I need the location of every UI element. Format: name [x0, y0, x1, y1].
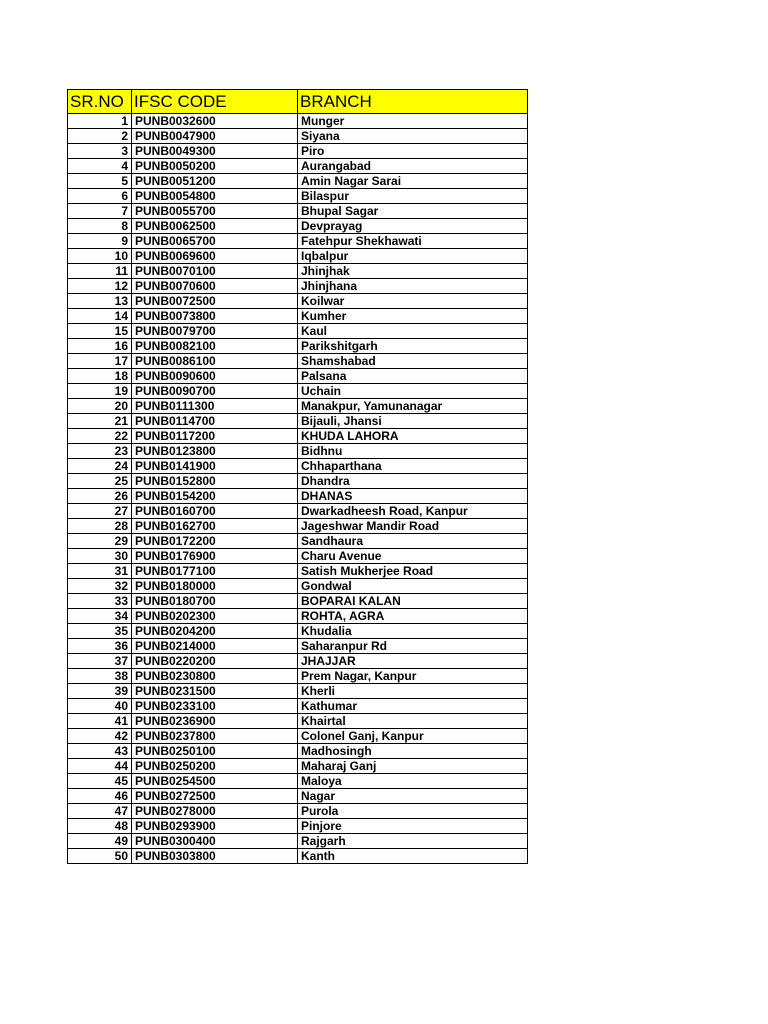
ifsc-code-cell: PUNB0230800 — [132, 669, 298, 684]
branch-cell: Kathumar — [298, 699, 528, 714]
table-row — [68, 174, 528, 189]
branch-cell: Devprayag — [298, 219, 528, 234]
table-row — [68, 819, 528, 834]
table-row — [68, 564, 528, 579]
sr-no-cell: 23 — [68, 444, 132, 459]
ifsc-code-cell: PUNB0072500 — [132, 294, 298, 309]
sr-no-cell: 42 — [68, 729, 132, 744]
ifsc-code-cell: PUNB0111300 — [132, 399, 298, 414]
sr-no-cell: 39 — [68, 684, 132, 699]
sr-no-cell: 49 — [68, 834, 132, 849]
sr-no-cell: 10 — [68, 249, 132, 264]
table-row — [68, 684, 528, 699]
branch-cell: Satish Mukherjee Road — [298, 564, 528, 579]
branch-cell: Bhupal Sagar — [298, 204, 528, 219]
ifsc-code-cell: PUNB0054800 — [132, 189, 298, 204]
table-row — [68, 234, 528, 249]
branch-cell: DHANAS — [298, 489, 528, 504]
table-row — [68, 474, 528, 489]
sr-no-cell: 40 — [68, 699, 132, 714]
table-row — [68, 729, 528, 744]
branch-cell: Aurangabad — [298, 159, 528, 174]
ifsc-code-cell: PUNB0220200 — [132, 654, 298, 669]
branch-cell: JHAJJAR — [298, 654, 528, 669]
sr-no-cell: 17 — [68, 354, 132, 369]
branch-cell: Prem Nagar, Kanpur — [298, 669, 528, 684]
branch-cell: Bilaspur — [298, 189, 528, 204]
sr-no-cell: 33 — [68, 594, 132, 609]
sr-no-cell: 24 — [68, 459, 132, 474]
table-row — [68, 519, 528, 534]
ifsc-code-cell: PUNB0160700 — [132, 504, 298, 519]
table-row — [68, 144, 528, 159]
ifsc-code-cell: PUNB0032600 — [132, 114, 298, 129]
table-row — [68, 624, 528, 639]
branch-cell: Siyana — [298, 129, 528, 144]
sr-no-cell: 9 — [68, 234, 132, 249]
sr-no-cell: 25 — [68, 474, 132, 489]
table-row — [68, 339, 528, 354]
branch-cell: Piro — [298, 144, 528, 159]
table-row — [68, 219, 528, 234]
header-row — [68, 90, 528, 114]
branch-cell: Madhosingh — [298, 744, 528, 759]
table-row — [68, 159, 528, 174]
branch-cell: Kherli — [298, 684, 528, 699]
sr-no-cell: 32 — [68, 579, 132, 594]
table-row — [68, 744, 528, 759]
table-row — [68, 594, 528, 609]
sr-no-cell: 45 — [68, 774, 132, 789]
branch-cell: Pinjore — [298, 819, 528, 834]
header-sr-no: SR.NO — [68, 90, 132, 114]
branch-cell: Dhandra — [298, 474, 528, 489]
sr-no-cell: 47 — [68, 804, 132, 819]
sr-no-cell: 38 — [68, 669, 132, 684]
branch-cell: Colonel Ganj, Kanpur — [298, 729, 528, 744]
table-row — [68, 789, 528, 804]
ifsc-code-cell: PUNB0073800 — [132, 309, 298, 324]
sr-no-cell: 21 — [68, 414, 132, 429]
branch-cell: Dwarkadheesh Road, Kanpur — [298, 504, 528, 519]
sr-no-cell: 41 — [68, 714, 132, 729]
header-branch: BRANCH — [298, 90, 528, 114]
table-row — [68, 609, 528, 624]
branch-cell: KHUDA LAHORA — [298, 429, 528, 444]
sr-no-cell: 27 — [68, 504, 132, 519]
table-row — [68, 414, 528, 429]
branch-cell: Purola — [298, 804, 528, 819]
branch-cell: ROHTA, AGRA — [298, 609, 528, 624]
branch-cell: Jhinjhana — [298, 279, 528, 294]
ifsc-code-cell: PUNB0117200 — [132, 429, 298, 444]
table-row — [68, 189, 528, 204]
ifsc-code-cell: PUNB0172200 — [132, 534, 298, 549]
ifsc-code-cell: PUNB0236900 — [132, 714, 298, 729]
ifsc-code-cell: PUNB0079700 — [132, 324, 298, 339]
ifsc-code-cell: PUNB0233100 — [132, 699, 298, 714]
sr-no-cell: 7 — [68, 204, 132, 219]
table-row — [68, 804, 528, 819]
branch-cell: Maloya — [298, 774, 528, 789]
table-body — [68, 114, 528, 864]
ifsc-code-cell: PUNB0070600 — [132, 279, 298, 294]
ifsc-code-cell: PUNB0050200 — [132, 159, 298, 174]
sr-no-cell: 2 — [68, 129, 132, 144]
sr-no-cell: 35 — [68, 624, 132, 639]
sr-no-cell: 36 — [68, 639, 132, 654]
ifsc-code-cell: PUNB0047900 — [132, 129, 298, 144]
branch-cell: Sandhaura — [298, 534, 528, 549]
branch-cell: Iqbalpur — [298, 249, 528, 264]
sr-no-cell: 18 — [68, 369, 132, 384]
sr-no-cell: 4 — [68, 159, 132, 174]
sr-no-cell: 11 — [68, 264, 132, 279]
ifsc-code-cell: PUNB0152800 — [132, 474, 298, 489]
ifsc-code-cell: PUNB0278000 — [132, 804, 298, 819]
ifsc-code-cell: PUNB0303800 — [132, 849, 298, 864]
table-row — [68, 669, 528, 684]
branch-cell: Palsana — [298, 369, 528, 384]
ifsc-code-cell: PUNB0254500 — [132, 774, 298, 789]
ifsc-code-cell: PUNB0180000 — [132, 579, 298, 594]
branch-cell: BOPARAI KALAN — [298, 594, 528, 609]
table-row — [68, 309, 528, 324]
sr-no-cell: 43 — [68, 744, 132, 759]
ifsc-code-cell: PUNB0141900 — [132, 459, 298, 474]
ifsc-code-cell: PUNB0214000 — [132, 639, 298, 654]
table-row — [68, 639, 528, 654]
table-row — [68, 534, 528, 549]
table-row — [68, 714, 528, 729]
ifsc-code-cell: PUNB0237800 — [132, 729, 298, 744]
sr-no-cell: 3 — [68, 144, 132, 159]
sr-no-cell: 37 — [68, 654, 132, 669]
table-row — [68, 129, 528, 144]
branch-cell: Charu Avenue — [298, 549, 528, 564]
sr-no-cell: 20 — [68, 399, 132, 414]
branch-cell: Maharaj Ganj — [298, 759, 528, 774]
sr-no-cell: 31 — [68, 564, 132, 579]
ifsc-code-cell: PUNB0300400 — [132, 834, 298, 849]
branch-cell: Chhaparthana — [298, 459, 528, 474]
sr-no-cell: 15 — [68, 324, 132, 339]
sr-no-cell: 50 — [68, 849, 132, 864]
table-row — [68, 369, 528, 384]
branch-cell: Fatehpur Shekhawati — [298, 234, 528, 249]
table-row — [68, 354, 528, 369]
ifsc-code-cell: PUNB0162700 — [132, 519, 298, 534]
table-row — [68, 579, 528, 594]
ifsc-code-cell: PUNB0070100 — [132, 264, 298, 279]
table-row — [68, 264, 528, 279]
table-row — [68, 459, 528, 474]
branch-cell: Amin Nagar Sarai — [298, 174, 528, 189]
ifsc-code-cell: PUNB0065700 — [132, 234, 298, 249]
ifsc-code-cell: PUNB0049300 — [132, 144, 298, 159]
branch-cell: Jhinjhak — [298, 264, 528, 279]
table-row — [68, 759, 528, 774]
branch-cell: Kanth — [298, 849, 528, 864]
branch-cell: Khairtal — [298, 714, 528, 729]
ifsc-code-cell: PUNB0231500 — [132, 684, 298, 699]
table-row — [68, 654, 528, 669]
ifsc-code-cell: PUNB0051200 — [132, 174, 298, 189]
ifsc-code-cell: PUNB0082100 — [132, 339, 298, 354]
sr-no-cell: 5 — [68, 174, 132, 189]
table-row — [68, 489, 528, 504]
ifsc-code-cell: PUNB0202300 — [132, 609, 298, 624]
ifsc-code-cell: PUNB0090700 — [132, 384, 298, 399]
table-row — [68, 279, 528, 294]
branch-cell: Gondwal — [298, 579, 528, 594]
branch-cell: Koilwar — [298, 294, 528, 309]
table-header — [68, 90, 528, 114]
ifsc-code-cell: PUNB0177100 — [132, 564, 298, 579]
ifsc-code-cell: PUNB0180700 — [132, 594, 298, 609]
ifsc-branch-table — [67, 89, 528, 864]
table-row — [68, 204, 528, 219]
header-ifsc-code: IFSC CODE — [132, 90, 298, 114]
sr-no-cell: 26 — [68, 489, 132, 504]
sr-no-cell: 44 — [68, 759, 132, 774]
sr-no-cell: 1 — [68, 114, 132, 129]
sr-no-cell: 22 — [68, 429, 132, 444]
ifsc-code-cell: PUNB0062500 — [132, 219, 298, 234]
table-row — [68, 444, 528, 459]
table-row — [68, 294, 528, 309]
branch-cell: Bidhnu — [298, 444, 528, 459]
table-row — [68, 504, 528, 519]
sr-no-cell: 16 — [68, 339, 132, 354]
branch-cell: Uchain — [298, 384, 528, 399]
branch-cell: Nagar — [298, 789, 528, 804]
table-row — [68, 849, 528, 864]
table-row — [68, 834, 528, 849]
sr-no-cell: 8 — [68, 219, 132, 234]
ifsc-code-cell: PUNB0114700 — [132, 414, 298, 429]
table-row — [68, 549, 528, 564]
branch-cell: Rajgarh — [298, 834, 528, 849]
sr-no-cell: 28 — [68, 519, 132, 534]
ifsc-code-cell: PUNB0293900 — [132, 819, 298, 834]
ifsc-code-cell: PUNB0123800 — [132, 444, 298, 459]
ifsc-code-cell: PUNB0204200 — [132, 624, 298, 639]
sr-no-cell: 30 — [68, 549, 132, 564]
sr-no-cell: 12 — [68, 279, 132, 294]
table-row — [68, 324, 528, 339]
table-row — [68, 774, 528, 789]
sr-no-cell: 46 — [68, 789, 132, 804]
branch-cell: Munger — [298, 114, 528, 129]
table-row — [68, 249, 528, 264]
sr-no-cell: 13 — [68, 294, 132, 309]
table-row — [68, 429, 528, 444]
ifsc-code-cell: PUNB0250200 — [132, 759, 298, 774]
table-row — [68, 384, 528, 399]
branch-cell: Khudalia — [298, 624, 528, 639]
ifsc-code-cell: PUNB0176900 — [132, 549, 298, 564]
ifsc-code-cell: PUNB0272500 — [132, 789, 298, 804]
ifsc-code-cell: PUNB0250100 — [132, 744, 298, 759]
sr-no-cell: 29 — [68, 534, 132, 549]
branch-cell: Manakpur, Yamunanagar — [298, 399, 528, 414]
table-row — [68, 114, 528, 129]
branch-cell: Jageshwar Mandir Road — [298, 519, 528, 534]
ifsc-code-cell: PUNB0055700 — [132, 204, 298, 219]
branch-cell: Parikshitgarh — [298, 339, 528, 354]
sr-no-cell: 6 — [68, 189, 132, 204]
ifsc-code-cell: PUNB0086100 — [132, 354, 298, 369]
ifsc-code-cell: PUNB0154200 — [132, 489, 298, 504]
table-row — [68, 399, 528, 414]
sr-no-cell: 14 — [68, 309, 132, 324]
sr-no-cell: 19 — [68, 384, 132, 399]
branch-cell: Kaul — [298, 324, 528, 339]
table-row — [68, 699, 528, 714]
branch-cell: Kumher — [298, 309, 528, 324]
ifsc-code-cell: PUNB0069600 — [132, 249, 298, 264]
branch-cell: Saharanpur Rd — [298, 639, 528, 654]
sr-no-cell: 34 — [68, 609, 132, 624]
branch-cell: Bijauli, Jhansi — [298, 414, 528, 429]
ifsc-code-cell: PUNB0090600 — [132, 369, 298, 384]
branch-cell: Shamshabad — [298, 354, 528, 369]
sr-no-cell: 48 — [68, 819, 132, 834]
